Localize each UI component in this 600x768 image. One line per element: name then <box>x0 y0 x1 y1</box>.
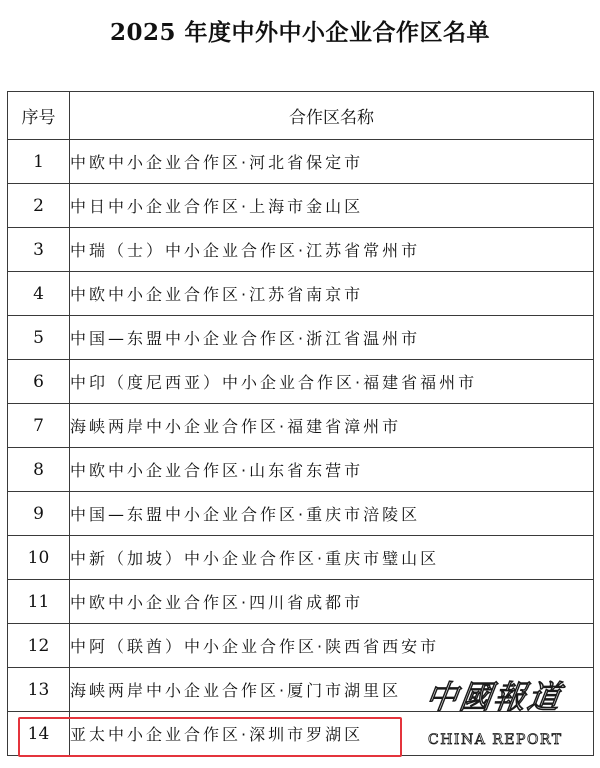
table-row <box>8 712 594 756</box>
row-number: 3 <box>8 228 70 272</box>
zone-name: 亚太中小企业合作区·深圳市罗湖区 <box>70 712 594 756</box>
table-row <box>8 184 594 228</box>
table-row <box>8 316 594 360</box>
table-row <box>8 580 594 624</box>
table-row <box>8 360 594 404</box>
page-title: 2025 年度中外中小企业合作区名单 <box>109 19 491 46</box>
row-number: 14 <box>8 712 70 756</box>
cooperation-zone-table <box>7 91 594 756</box>
row-number: 12 <box>8 624 70 668</box>
row-number: 5 <box>8 316 70 360</box>
table-row <box>8 228 594 272</box>
table-header-row <box>8 92 594 140</box>
table-row <box>8 536 594 580</box>
table-row <box>8 272 594 316</box>
row-number: 2 <box>8 184 70 228</box>
row-number: 4 <box>8 272 70 316</box>
zone-name: 中阿（联酋）中小企业合作区·陕西省西安市 <box>70 624 594 668</box>
column-header-name: 合作区名称 <box>70 92 594 140</box>
zone-name: 中新（加坡）中小企业合作区·重庆市璧山区 <box>70 536 594 580</box>
table-row <box>8 448 594 492</box>
watermark-chinese-logo: 中國報道 <box>423 678 565 716</box>
table-row <box>8 404 594 448</box>
row-number: 1 <box>8 140 70 184</box>
row-number: 9 <box>8 492 70 536</box>
row-number: 7 <box>8 404 70 448</box>
zone-name: 中国—东盟中小企业合作区·重庆市涪陵区 <box>70 492 594 536</box>
zone-name: 海峡两岸中小企业合作区·厦门市湖里区 <box>70 668 594 712</box>
zone-name: 中欧中小企业合作区·河北省保定市 <box>70 140 594 184</box>
zone-name: 中欧中小企业合作区·江苏省南京市 <box>70 272 594 316</box>
table-row <box>8 624 594 668</box>
table-row <box>8 492 594 536</box>
row-number: 6 <box>8 360 70 404</box>
column-header-no: 序号 <box>8 92 70 140</box>
zone-name: 中欧中小企业合作区·四川省成都市 <box>70 580 594 624</box>
watermark-english-logo: CHINA REPORT <box>428 732 563 748</box>
row-number: 10 <box>8 536 70 580</box>
table-row <box>8 668 594 712</box>
zone-name: 中瑞（士）中小企业合作区·江苏省常州市 <box>70 228 594 272</box>
row-number: 13 <box>8 668 70 712</box>
table-row <box>8 140 594 184</box>
zone-name: 中欧中小企业合作区·山东省东营市 <box>70 448 594 492</box>
zone-name: 中印（度尼西亚）中小企业合作区·福建省福州市 <box>70 360 594 404</box>
zone-name: 中国—东盟中小企业合作区·浙江省温州市 <box>70 316 594 360</box>
row-number: 11 <box>8 580 70 624</box>
row-number: 8 <box>8 448 70 492</box>
zone-name: 海峡两岸中小企业合作区·福建省漳州市 <box>70 404 594 448</box>
zone-name: 中日中小企业合作区·上海市金山区 <box>70 184 594 228</box>
